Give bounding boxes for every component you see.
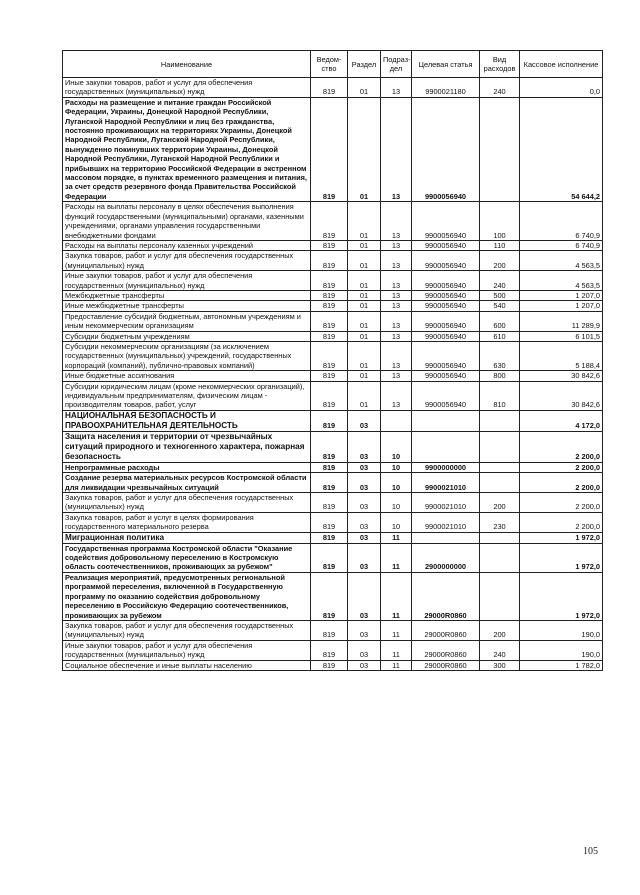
cell-vid: 630: [480, 341, 520, 370]
cell-name: Расходы на выплаты персоналу в целях обеспечения выполнения функций государственными (муниципальными) органами, казенными учреждениями, органами управления государственными внебюджетными фондами: [63, 202, 311, 241]
cell-celevaya: 9900056940: [412, 311, 480, 331]
cell-name: Социальное обеспечение и иные выплаты населению: [63, 660, 311, 670]
cell-kassovoe: 2 200,0: [520, 462, 603, 472]
cell-razdel: 01: [348, 341, 381, 370]
cell-razdel: 01: [348, 271, 381, 291]
table-body: [63, 78, 603, 671]
cell-celevaya: 9900021010: [412, 493, 480, 513]
table-row: [63, 431, 603, 462]
cell-vedomstvo: 819: [311, 301, 348, 311]
cell-razdel: 01: [348, 301, 381, 311]
cell-kassovoe: 2 200,0: [520, 512, 603, 532]
cell-vid: [480, 543, 520, 572]
budget-table-page: [62, 50, 602, 671]
page-number: 105: [583, 846, 598, 857]
table-row: [63, 572, 603, 620]
cell-vedomstvo: 819: [311, 290, 348, 300]
cell-razdel: 01: [348, 78, 381, 98]
cell-name: Расходы на выплаты персоналу казенных учреждений: [63, 240, 311, 250]
cell-vid: [480, 410, 520, 431]
cell-vid: [480, 431, 520, 462]
table-row: [63, 251, 603, 271]
cell-kassovoe: 54 644,2: [520, 97, 603, 201]
cell-razdel: 01: [348, 381, 381, 410]
budget-table: [62, 50, 603, 671]
cell-vedomstvo: 819: [311, 381, 348, 410]
cell-razdel: 03: [348, 640, 381, 660]
cell-vedomstvo: 819: [311, 78, 348, 98]
table-row: [63, 532, 603, 543]
cell-podrazdel: 13: [381, 290, 412, 300]
cell-kassovoe: 5 188,4: [520, 341, 603, 370]
cell-celevaya: [412, 532, 480, 543]
cell-name: Иные закупки товаров, работ и услуг для обеспечения государственных (муниципальных) нужд: [63, 271, 311, 291]
cell-kassovoe: 190,0: [520, 640, 603, 660]
cell-name: Предоставление субсидий бюджетным, автономным учреждениям и иным некоммерческим организациям: [63, 311, 311, 331]
cell-celevaya: [412, 410, 480, 431]
cell-celevaya: 9900056940: [412, 371, 480, 381]
cell-name: Субсидии некоммерческим организациям (за исключением государственных (муниципальных) учреждений, государственных корпораций (компаний), публично-правовых компаний): [63, 341, 311, 370]
cell-podrazdel: 13: [381, 331, 412, 341]
cell-celevaya: 29000R0860: [412, 620, 480, 640]
cell-razdel: 01: [348, 311, 381, 331]
cell-name: Расходы на размещение и питание граждан Российской Федерации, Украины, Донецкой Народной Республики, Луганской Народной Республики и лиц без гражданства, постоянно проживающих на территориях Украины, Донецкой Народной Республики, Луганской Народной Республики, вынужденно покинувших территории Украины, Донецкой Народной Республики, Луганской Народной Республики и прибывших на территорию Российской Федерации в экстренном массовом порядке, в пунктах временного размещения и питания, за счет средств резервного фонда Правительства Российской Федерации: [63, 97, 311, 201]
cell-razdel: 01: [348, 202, 381, 241]
table-row: [63, 290, 603, 300]
table-row: [63, 381, 603, 410]
cell-kassovoe: 1 972,0: [520, 543, 603, 572]
cell-celevaya: 9900021010: [412, 512, 480, 532]
cell-vid: 110: [480, 240, 520, 250]
table-row: [63, 660, 603, 670]
cell-kassovoe: 1 972,0: [520, 532, 603, 543]
cell-name: Закупка товаров, работ и услуг для обеспечения государственных (муниципальных) нужд: [63, 620, 311, 640]
cell-kassovoe: 2 200,0: [520, 473, 603, 493]
cell-vid: 300: [480, 660, 520, 670]
cell-podrazdel: 11: [381, 572, 412, 620]
cell-name: Субсидии бюджетным учреждениям: [63, 331, 311, 341]
cell-kassovoe: 1 207,0: [520, 290, 603, 300]
cell-vedomstvo: 819: [311, 202, 348, 241]
cell-name: Межбюджетные трансферты: [63, 290, 311, 300]
cell-vedomstvo: 819: [311, 620, 348, 640]
cell-podrazdel: 13: [381, 78, 412, 98]
table-row: [63, 371, 603, 381]
cell-razdel: 01: [348, 371, 381, 381]
table-row: [63, 493, 603, 513]
cell-celevaya: 9900056940: [412, 290, 480, 300]
table-row: [63, 410, 603, 431]
cell-name: Иные бюджетные ассигнования: [63, 371, 311, 381]
cell-razdel: 01: [348, 251, 381, 271]
cell-vid: [480, 532, 520, 543]
cell-celevaya: 9900056940: [412, 381, 480, 410]
cell-vedomstvo: 819: [311, 660, 348, 670]
header-vid: Вид расходов: [480, 51, 520, 78]
cell-name: Иные межбюджетные трансферты: [63, 301, 311, 311]
cell-kassovoe: 30 842,6: [520, 381, 603, 410]
cell-razdel: 01: [348, 97, 381, 201]
cell-vedomstvo: 819: [311, 311, 348, 331]
cell-name: Государственная программа Костромской области "Оказание содействия добровольному переселению в Костромскую область соотечественников, проживающих за рубежом": [63, 543, 311, 572]
cell-name: Закупка товаров, работ и услуг в целях формирования государственного материального резерва: [63, 512, 311, 532]
cell-vedomstvo: 819: [311, 341, 348, 370]
cell-vid: 540: [480, 301, 520, 311]
cell-vedomstvo: 819: [311, 240, 348, 250]
cell-razdel: 03: [348, 473, 381, 493]
cell-razdel: 03: [348, 410, 381, 431]
cell-name: Иные закупки товаров, работ и услуг для обеспечения государственных (муниципальных) нужд: [63, 640, 311, 660]
cell-razdel: 03: [348, 543, 381, 572]
cell-vedomstvo: 819: [311, 431, 348, 462]
header-podrazdel: Подраз-дел: [381, 51, 412, 78]
cell-kassovoe: 2 200,0: [520, 493, 603, 513]
cell-podrazdel: 13: [381, 202, 412, 241]
cell-kassovoe: 190,0: [520, 620, 603, 640]
cell-celevaya: 9900056940: [412, 301, 480, 311]
cell-vid: 100: [480, 202, 520, 241]
cell-razdel: 03: [348, 462, 381, 472]
table-row: [63, 473, 603, 493]
cell-podrazdel: 13: [381, 251, 412, 271]
cell-celevaya: 2900000000: [412, 543, 480, 572]
cell-podrazdel: 10: [381, 512, 412, 532]
cell-vedomstvo: 819: [311, 462, 348, 472]
cell-vedomstvo: 819: [311, 543, 348, 572]
cell-vedomstvo: 819: [311, 572, 348, 620]
cell-razdel: 03: [348, 532, 381, 543]
cell-name: Закупка товаров, работ и услуг для обеспечения государственных (муниципальных) нужд: [63, 493, 311, 513]
cell-name: Создание резерва материальных ресурсов Костромской области для ликвидации чрезвычайных ситуаций: [63, 473, 311, 493]
cell-podrazdel: 11: [381, 532, 412, 543]
cell-podrazdel: 10: [381, 462, 412, 472]
cell-podrazdel: 13: [381, 311, 412, 331]
cell-podrazdel: 11: [381, 620, 412, 640]
cell-kassovoe: 6 740,9: [520, 240, 603, 250]
cell-name: Миграционная политика: [63, 532, 311, 543]
table-row: [63, 331, 603, 341]
cell-razdel: 03: [348, 620, 381, 640]
cell-vid: 240: [480, 78, 520, 98]
cell-kassovoe: 0,0: [520, 78, 603, 98]
cell-podrazdel: 10: [381, 473, 412, 493]
cell-podrazdel: 11: [381, 543, 412, 572]
cell-podrazdel: 13: [381, 381, 412, 410]
header-razdel: Раздел: [348, 51, 381, 78]
header-kassovoe: Кассовое исполнение: [520, 51, 603, 78]
cell-vid: 610: [480, 331, 520, 341]
cell-celevaya: 9900056940: [412, 251, 480, 271]
cell-celevaya: 29000R0860: [412, 572, 480, 620]
cell-vedomstvo: 819: [311, 97, 348, 201]
header-vedomstvo: Ведом-ство: [311, 51, 348, 78]
table-row: [63, 640, 603, 660]
cell-vedomstvo: 819: [311, 473, 348, 493]
cell-celevaya: 9900021180: [412, 78, 480, 98]
cell-razdel: 01: [348, 290, 381, 300]
cell-podrazdel: 13: [381, 371, 412, 381]
header-celevaya: Целевая статья: [412, 51, 480, 78]
cell-celevaya: 9900056940: [412, 271, 480, 291]
cell-vid: 200: [480, 493, 520, 513]
cell-kassovoe: 1 972,0: [520, 572, 603, 620]
cell-vedomstvo: 819: [311, 271, 348, 291]
cell-vid: 240: [480, 640, 520, 660]
cell-kassovoe: 6 101,5: [520, 331, 603, 341]
cell-vid: 230: [480, 512, 520, 532]
cell-vedomstvo: 819: [311, 640, 348, 660]
cell-name: Защита населения и территории от чрезвычайных ситуаций природного и техногенного характера, пожарная безопасность: [63, 431, 311, 462]
table-row: [63, 341, 603, 370]
cell-celevaya: 9900000000: [412, 462, 480, 472]
cell-vid: 500: [480, 290, 520, 300]
table-row: [63, 78, 603, 98]
cell-celevaya: 9900056940: [412, 331, 480, 341]
cell-celevaya: 9900056940: [412, 341, 480, 370]
cell-kassovoe: 30 842,6: [520, 371, 603, 381]
cell-vedomstvo: 819: [311, 331, 348, 341]
table-row: [63, 543, 603, 572]
cell-razdel: 03: [348, 572, 381, 620]
cell-celevaya: 9900056940: [412, 97, 480, 201]
cell-razdel: 03: [348, 493, 381, 513]
cell-podrazdel: 13: [381, 240, 412, 250]
cell-kassovoe: 2 200,0: [520, 431, 603, 462]
cell-podrazdel: 13: [381, 271, 412, 291]
cell-podrazdel: 11: [381, 640, 412, 660]
cell-vid: 800: [480, 371, 520, 381]
cell-name: Закупка товаров, работ и услуг для обеспечения государственных (муниципальных) нужд: [63, 251, 311, 271]
cell-razdel: 01: [348, 331, 381, 341]
cell-name: Непрограммные расходы: [63, 462, 311, 472]
cell-vid: [480, 97, 520, 201]
cell-kassovoe: 4 563,5: [520, 251, 603, 271]
table-row: [63, 97, 603, 201]
table-header-row: [63, 51, 603, 78]
cell-razdel: 03: [348, 660, 381, 670]
cell-name: Субсидии юридическим лицам (кроме некоммерческих организаций), индивидуальным предпринимателям, физическим лицам - производителям товаров, работ, услуг: [63, 381, 311, 410]
cell-razdel: 01: [348, 240, 381, 250]
cell-celevaya: 29000R0860: [412, 660, 480, 670]
cell-razdel: 03: [348, 512, 381, 532]
cell-vid: [480, 473, 520, 493]
cell-vid: 200: [480, 251, 520, 271]
cell-celevaya: 29000R0860: [412, 640, 480, 660]
table-row: [63, 240, 603, 250]
cell-kassovoe: 11 289,9: [520, 311, 603, 331]
table-row: [63, 202, 603, 241]
cell-celevaya: 9900056940: [412, 202, 480, 241]
header-name: Наименование: [63, 51, 311, 78]
cell-kassovoe: 4 563,5: [520, 271, 603, 291]
cell-podrazdel: 13: [381, 97, 412, 201]
cell-vedomstvo: 819: [311, 493, 348, 513]
cell-celevaya: 9900056940: [412, 240, 480, 250]
cell-vedomstvo: 819: [311, 532, 348, 543]
cell-podrazdel: [381, 410, 412, 431]
cell-vid: 600: [480, 311, 520, 331]
table-row: [63, 512, 603, 532]
cell-vedomstvo: 819: [311, 410, 348, 431]
cell-vid: [480, 572, 520, 620]
cell-vedomstvo: 819: [311, 251, 348, 271]
cell-kassovoe: 1 207,0: [520, 301, 603, 311]
cell-podrazdel: 13: [381, 301, 412, 311]
cell-name: Иные закупки товаров, работ и услуг для обеспечения государственных (муниципальных) нужд: [63, 78, 311, 98]
cell-vid: 240: [480, 271, 520, 291]
cell-podrazdel: 13: [381, 341, 412, 370]
cell-kassovoe: 6 740,9: [520, 202, 603, 241]
table-row: [63, 620, 603, 640]
cell-podrazdel: 10: [381, 431, 412, 462]
cell-kassovoe: 4 172,0: [520, 410, 603, 431]
table-row: [63, 301, 603, 311]
cell-name: Реализация мероприятий, предусмотренных региональной программой переселения, включенной в Государственную программу по оказанию содействия добровольному переселению в Российскую Федерацию соотечественников, проживающих за рубежом: [63, 572, 311, 620]
cell-vid: [480, 462, 520, 472]
cell-podrazdel: 11: [381, 660, 412, 670]
cell-vid: 810: [480, 381, 520, 410]
cell-celevaya: 9900021010: [412, 473, 480, 493]
cell-vedomstvo: 819: [311, 371, 348, 381]
cell-vedomstvo: 819: [311, 512, 348, 532]
cell-celevaya: [412, 431, 480, 462]
table-row: [63, 462, 603, 472]
cell-name: НАЦИОНАЛЬНАЯ БЕЗОПАСНОСТЬ И ПРАВООХРАНИТЕЛЬНАЯ ДЕЯТЕЛЬНОСТЬ: [63, 410, 311, 431]
cell-podrazdel: 10: [381, 493, 412, 513]
cell-razdel: 03: [348, 431, 381, 462]
cell-kassovoe: 1 782,0: [520, 660, 603, 670]
table-row: [63, 271, 603, 291]
table-row: [63, 311, 603, 331]
cell-vid: 200: [480, 620, 520, 640]
